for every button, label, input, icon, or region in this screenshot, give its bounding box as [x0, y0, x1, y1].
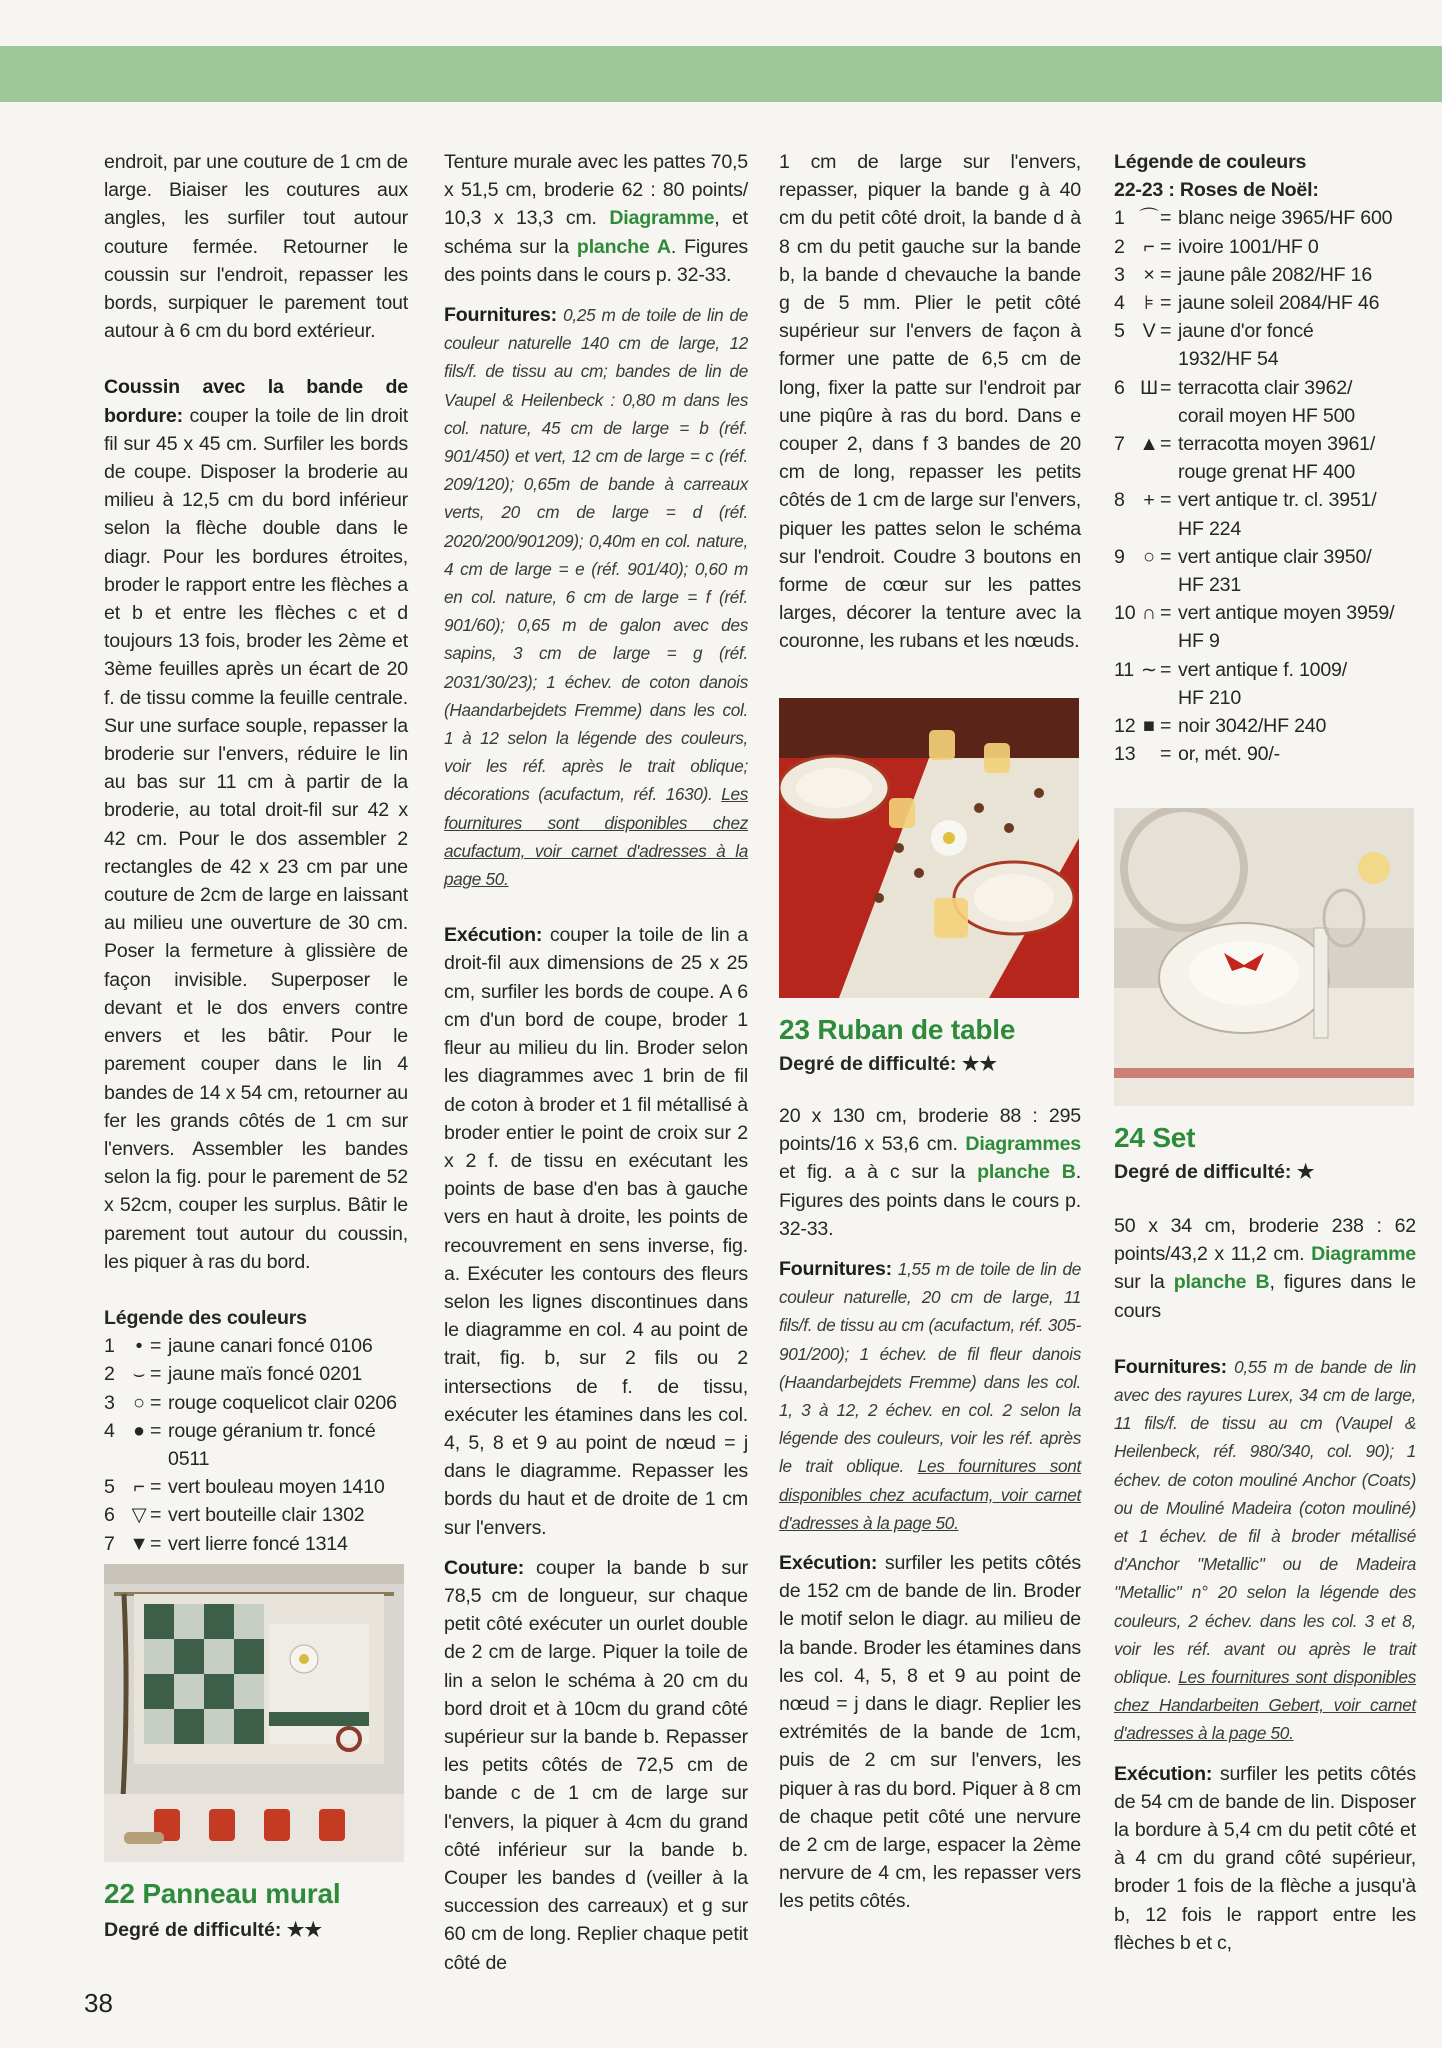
paragraph: Coussin avec la bande de bordure: couper la toile de lin droit fil sur 45 x 45 cm. Surfiler les bords de coupe. Disposer la broderie au milieu à 12,5 cm du bord inférieur selon la flèche double dans le diagr. Pour les bordures étroites, broder le rapport entre les flèches a et b et entre les flèches c et d toujours 13 fois, broder les 2ème et 3ème feuilles après un écart de 20 f. de tissu comme la feuille centrale. Sur une surface souple, repasser la broderie sur l'envers, réduire le lin au bas sur 11 cm à partir de la broderie, au total droit-fil sur 42 x 42 cm. Pour le dos assembler 2 rectangles de 42 x 23 cm par une couture de 2cm de large en laissant au milieu une ouverture de 30 cm. Poser la fermeture à glissière de façon invisible. Superposer le devant et le dos envers contre envers et les bâtir. Pour le parement couper dans le lin 4 bandes de 14 x 54 cm, retourner au fer les grands côtés de 1 cm sur l'envers. Assembler les bandes selon la fig. pour le parement de 52 x 52cm, couper les surplus. Bâtir le parement tout autour du coussin, les piquer à ras du bord.: [104, 376, 408, 1273]
equals-sign: =: [1160, 602, 1172, 625]
difficulty-22: Degré de difficulté: ★★: [104, 1919, 323, 1941]
legend-text: ivoire 1001/HF 0: [1178, 235, 1319, 258]
legend-number: 3: [1114, 263, 1125, 286]
column-4-lower: [1114, 1212, 1416, 1957]
equals-sign: =: [150, 1504, 162, 1527]
legend-item: [1114, 486, 1416, 542]
paragraph: endroit, par une couture de 1 cm de large. Biaiser les coutures aux angles, les surfiler tout autour couture fermée. Retourner le coussin sur l'endroit, repasser les bords, surpiquer le parement tout autour à 6 cm du bord extérieur.: [104, 151, 408, 343]
legend-number: 8: [1114, 489, 1125, 512]
legend-symbol-icon: ●: [133, 1419, 145, 1442]
legend-item: [104, 1530, 408, 1558]
paragraph: Fournitures: 1,55 m de toile de lin de couleur naturelle, 20 cm de large, 11 fils/f. de tissu au cm (acufactum, réf. 305-901/200); 1 échev. de fil fleur danois (Haandarbejdets Fremme) dans les col. 1, 3 à 12, 2 échev. en col. 2 selon la légende des couleurs, voir les réf. après le trait oblique. Les fournitures sont disponibles chez acufactum, voir carnet d'adresses à la page 50.: [779, 1258, 1081, 1533]
legend-text: jaune d'or foncé 1932/HF 54: [1178, 320, 1314, 371]
legend-item: [1114, 374, 1416, 430]
legend-number: 5: [104, 1476, 115, 1499]
legend-symbol-icon: ⌣: [132, 1363, 146, 1386]
legend-text: vert bouleau moyen 1410: [168, 1476, 385, 1499]
wall-panel-image: [104, 1564, 404, 1862]
equals-sign: =: [150, 1391, 162, 1414]
equals-sign: =: [1160, 658, 1172, 681]
paragraph: Exécution: surfiler les petits côtés de 54 cm de bande de lin. Disposer la bordure à 5,4 cm du petit côté et à 4 cm du grand côté supérieur, broder 1 fois de la flèche a jusqu'à b, 12 fois le rapport entre les flèches b et c,: [1114, 1762, 1416, 1954]
legend-number: 4: [1114, 292, 1125, 315]
legend-symbol-icon: ▲: [1139, 433, 1159, 456]
legend-number: 6: [104, 1504, 115, 1527]
section-heading: Coussin avec la bande de bordure:: [104, 376, 408, 427]
star-icon: ★★: [961, 1053, 998, 1075]
table-runner-photo: [779, 698, 1079, 998]
legend-subtitle: 22-23 : Roses de Noël:: [1114, 179, 1319, 202]
equals-sign: =: [150, 1419, 162, 1442]
paragraph: Couture: couper la bande b sur 78,5 cm de longueur, sur chaque petit côté exécuter un ourlet double de 2 cm de large. Piquer la toile de lin a selon le schéma à 20 cm du bord droit et à 10cm du grand côté supérieur sur la bande b. Repasser les petits côtés de 72,5 cm de bande c de 1 cm de large sur l'envers, la piquer à 4cm du grand côté inférieur sur la bande b. Couper les bandes d (veiller à la succession des carreaux) et g sur 60 cm de long. Replier chaque petit côté de: [444, 1556, 748, 1974]
legend-number: 11: [1114, 658, 1134, 681]
legend-symbol-icon: +: [1143, 489, 1155, 512]
column-1: [104, 148, 408, 1558]
star-icon: ★★: [286, 1919, 323, 1941]
legend-number: 3: [104, 1391, 115, 1414]
paragraph: 50 x 34 cm, broderie 238 : 62 points/43,2 x 11,2 cm. Diagramme sur la planche B, figures dans le cours: [1114, 1215, 1416, 1322]
legend-text: vert antique moyen 3959/ HF 9: [1178, 602, 1395, 653]
difficulty-23: Degré de difficulté: ★★: [779, 1053, 998, 1075]
caption-22: 22 Panneau mural: [104, 1878, 341, 1909]
paragraph: 20 x 130 cm, broderie 88 : 295 points/16 x 53,6 cm. Diagrammes et fig. a à c sur la planche B. Figures des points dans le cours p. 32-33.: [779, 1105, 1081, 1240]
legend-item: [104, 1332, 408, 1360]
legend-item: [1114, 712, 1416, 740]
paragraph: Tenture murale avec les pattes 70,5 x 51,5 cm, broderie 62 : 80 points/ 10,3 x 13,3 cm. Diagramme, et schéma sur la planche A. Figures des points dans le cours p. 32-33.: [444, 151, 749, 286]
paragraph: 1 cm de large sur l'envers, repasser, piquer la bande g à 40 cm du petit côté droit, la bande d à 8 cm du petit gauche sur la bande b, la bande d chevauche la bande g de 5 mm. Plier le petit côté supérieur sur l'envers de façon à former une patte de 6,5 cm de long, fixer la patte sur l'endroit par une piqûre à ras du bord. Dans e couper 2, dans f 3 bandes de 20 cm de long, repasser les petits côtés de 1 cm de large sur l'envers, piquer les pattes selon le schéma sur l'endroit. Coudre 3 boutons en forme de cœur sur les pattes larges, décorer la tenture avec la couronne, les rubans et les nœuds.: [779, 151, 1081, 653]
legend-number: 1: [1114, 207, 1125, 230]
legend-item: [1114, 543, 1416, 599]
wall-panel-photo: [104, 1564, 404, 1862]
legend-symbol-icon: ∼: [1140, 658, 1158, 681]
legend-item: [104, 1360, 408, 1388]
legend-number: 7: [104, 1532, 115, 1555]
legend-number: 2: [104, 1363, 115, 1386]
legend-symbol-icon: ■: [1143, 715, 1155, 738]
color-legend: [104, 1332, 408, 1558]
equals-sign: =: [1160, 376, 1172, 399]
equals-sign: =: [1160, 489, 1172, 512]
legend-number: 13: [1114, 743, 1136, 766]
legend-symbol-icon: ×: [1143, 263, 1155, 286]
legend-number: 5: [1114, 320, 1125, 343]
legend-item: [1114, 430, 1416, 486]
legend-text: vert antique clair 3950/ HF 231: [1178, 545, 1372, 597]
legend-text: vert antique tr. cl. 3951/ HF 224: [1178, 489, 1377, 540]
equals-sign: =: [1160, 320, 1172, 343]
legend-number: 10: [1114, 602, 1136, 625]
legend-text: jaune canari foncé 0106: [168, 1335, 373, 1358]
set-photo: [1114, 808, 1414, 1106]
legend-text: jaune pâle 2082/HF 16: [1178, 263, 1373, 286]
legend-number: 4: [104, 1419, 115, 1442]
color-legend: [1114, 204, 1416, 768]
legend-item: [1114, 599, 1416, 655]
star-icon: ★: [1296, 1161, 1315, 1183]
equals-sign: =: [1160, 433, 1172, 456]
paragraph: Exécution: surfiler les petits côtés de 152 cm de bande de lin. Broder le motif selon le diagr. au milieu de la bande. Broder les étamines dans les col. 4, 5, 8 et 9 au point de nœud = j dans le diagr. Replier les extrémités de la bande de 1cm, puis de 2 cm sur l'envers, les piquer à ras du bord. Piquer à 8 cm de chaque petit côté une nervure de 2 cm de large, espacer la 2ème nervure de 4 cm, les repasser vers les petits côtés.: [779, 1552, 1081, 1913]
legend-symbol-icon: V: [1142, 320, 1156, 343]
equals-sign: =: [1160, 743, 1172, 766]
equals-sign: =: [1160, 235, 1172, 258]
legend-number: 6: [1114, 376, 1125, 399]
legend-symbol-icon: ▼: [129, 1532, 149, 1555]
legend-item: [104, 1473, 408, 1501]
equals-sign: =: [1160, 263, 1172, 286]
legend-text: jaune maïs foncé 0201: [168, 1363, 363, 1386]
paragraph: Fournitures: 0,55 m de bande de lin avec des rayures Lurex, 34 cm de large, 11 fils/f. de tissu au cm (Vaupel & Heilenbeck, réf. 980/340, col. 90); 1 échev. de coton mouliné Anchor (Coats) ou de Mouliné Madeira (coton mouliné) et 1 échev. de fil à broder métallisé d'Anchor "Metallic" ou de Madeira "Metallic" n° 20 selon la légende des couleurs, 2 échev. dans les col. 3 et 8, voir les réf. avant ou après le trait oblique. Les fournitures sont disponibles chez Handarbeiten Gebert, voir carnet d'adresses à la page 50.: [1114, 1355, 1416, 1744]
column-2: [444, 148, 748, 1977]
legend-symbol-icon: ∩: [1142, 602, 1156, 625]
equals-sign: =: [150, 1532, 162, 1555]
legend-text: noir 3042/HF 240: [1178, 715, 1327, 738]
legend-symbol-icon: ⌒: [1139, 207, 1159, 230]
legend-number: 9: [1114, 545, 1125, 568]
caption-23: 23 Ruban de table: [779, 1014, 1016, 1045]
legend-text: or, mét. 90/-: [1178, 743, 1280, 766]
legend-symbol-icon: ○: [1143, 545, 1155, 568]
equals-sign: =: [1160, 207, 1172, 230]
legend-item: [1114, 317, 1416, 373]
legend-text: rouge géranium tr. foncé 0511: [168, 1419, 376, 1470]
paragraph: Fournitures: 0,25 m de toile de lin de couleur naturelle 140 cm de large, 12 fils/f. de tissu au cm; bandes de lin de Vaupel & Heilenbeck : 0,80 m dans les col. nature, 45 cm de large = b (réf. 901/450) et vert, 12 cm de large = c (réf. 209/120); 0,65m de bande à carreaux verts, 20 cm de large = d (réf. 2020/200/901209); 0,40m en col. nature, 4 cm de large = e (réf. 901/40); 0,60 m en col. nature, 6 cm de large = f (réf. 901/60); 0,65 m de galon avec des sapins, 3 cm de large = g (réf. 2031/30/23); 1 échev. de coton danois (Haandarbejdets Fremme) dans les col. 1 à 12 selon la légende des couleurs, voir les réf. après le trait oblique; décorations (acufactum, réf. 1630). Les fournitures sont disponibles chez acufactum, voir carnet d'adresses à la page 50.: [444, 304, 748, 890]
difficulty-24: Degré de difficulté: ★: [1114, 1161, 1315, 1183]
equals-sign: =: [150, 1335, 162, 1358]
legend-symbol-icon: ⌐: [1143, 235, 1155, 258]
column-4: [1114, 148, 1416, 768]
legend-symbol-icon: ⌐: [133, 1476, 145, 1499]
caption-24: 24 Set: [1114, 1122, 1196, 1153]
table-runner-image: [779, 698, 1079, 998]
legend-symbol-icon: ⊧: [1144, 292, 1154, 315]
column-3: [779, 148, 1081, 656]
legend-item: [1114, 740, 1416, 768]
equals-sign: =: [150, 1476, 162, 1499]
legend-item: [1114, 233, 1416, 261]
legend-text: jaune soleil 2084/HF 46: [1178, 292, 1380, 315]
legend-text: terracotta moyen 3961/ rouge grenat HF 400: [1178, 433, 1376, 484]
legend-text: vert bouteille clair 1302: [168, 1504, 365, 1527]
legend-symbol-icon: Ш: [1140, 376, 1158, 399]
legend-number: 7: [1114, 433, 1125, 456]
legend-title: Légende de couleurs: [1114, 151, 1307, 173]
set-image: [1114, 808, 1414, 1106]
legend-text: terracotta clair 3962/ corail moyen HF 500: [1178, 376, 1355, 427]
legend-item: [104, 1417, 408, 1473]
equals-sign: =: [1160, 545, 1172, 568]
page-number: 38: [84, 1988, 113, 2018]
legend-number: 2: [1114, 235, 1125, 258]
legend-text: blanc neige 3965/HF 600: [1178, 207, 1393, 230]
legend-title: Légende des couleurs: [104, 1306, 307, 1329]
paragraph: Exécution: couper la toile de lin a droit-fil aux dimensions de 25 x 25 cm, surfiler les bords de coupe. A 6 cm d'un bord de coupe, broder 1 fleur au milieu du lin. Broder selon les diagrammes avec 1 brin de fil de coton à broder et 1 fil métallisé à broder entier le point de croix sur 2 x 2 f. de tissu en exécutant les points de base d'en bas à gauche vers en haut à droite, les points de recouvrement en sens inverse, fig. a. Exécuter les contours des fleurs selon les lignes discontinues dans le diagramme en col. 4 au point de trait, fig. b, sur 2 fils ou 2 intersections de f. de tissu, exécuter les étamines dans les col. 4, 5, 8 et 9 au point de nœud = j dans le diagramme. Repasser les bords du haut et de droite de 1 cm sur l'envers.: [444, 924, 748, 1539]
equals-sign: =: [1160, 715, 1172, 738]
legend-number: 12: [1114, 715, 1136, 738]
legend-item: [104, 1501, 408, 1529]
legend-text: vert antique f. 1009/ HF 210: [1178, 658, 1347, 709]
equals-sign: =: [150, 1363, 162, 1386]
legend-symbol-icon: •: [135, 1335, 143, 1358]
header-band: [0, 46, 1442, 102]
legend-symbol-icon: ▽: [131, 1504, 147, 1527]
legend-text: vert lierre foncé 1314: [168, 1532, 348, 1555]
legend-symbol-icon: ○: [133, 1391, 145, 1414]
legend-text: rouge coquelicot clair 0206: [168, 1391, 397, 1414]
legend-item: [1114, 289, 1416, 317]
legend-item: [1114, 261, 1416, 289]
legend-item: [1114, 656, 1416, 712]
legend-item: [1114, 204, 1416, 232]
legend-item: [104, 1389, 408, 1417]
equals-sign: =: [1160, 292, 1172, 315]
legend-number: 1: [104, 1335, 115, 1358]
column-3-lower: [779, 1102, 1081, 1916]
